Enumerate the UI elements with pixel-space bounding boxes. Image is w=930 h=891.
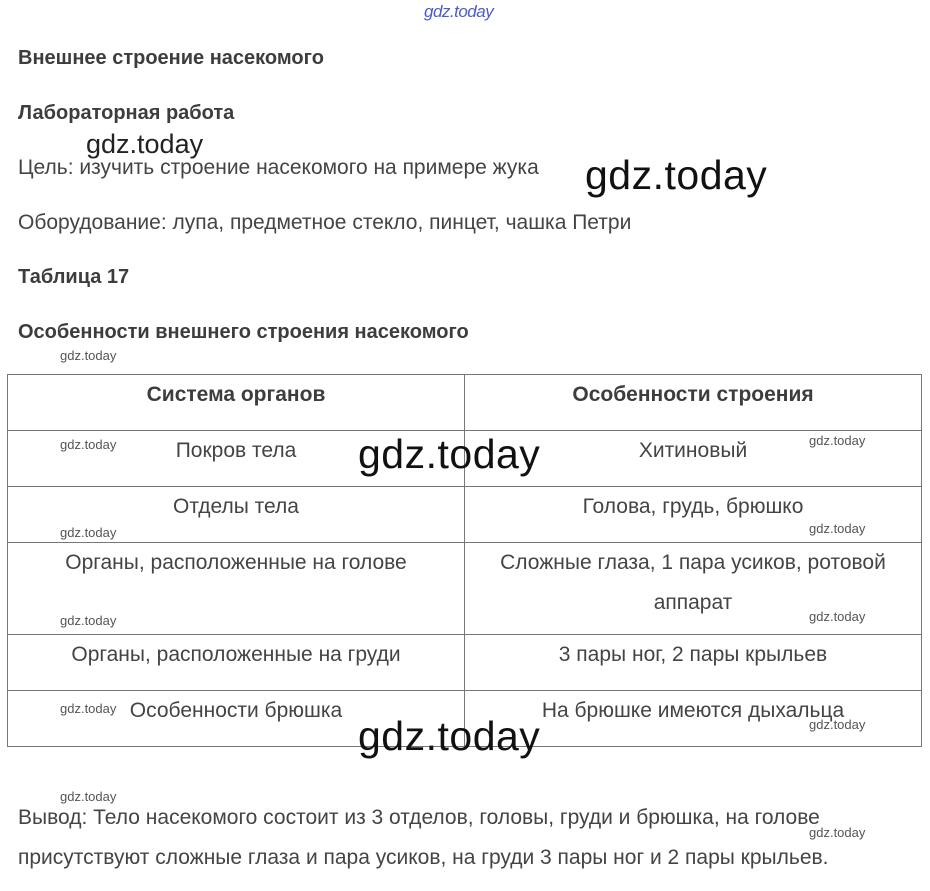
watermark-small: gdz.today (60, 613, 117, 628)
table-cell-system: Отделы тела (8, 487, 465, 543)
watermark-small: gdz.today (809, 521, 866, 536)
watermark-small: gdz.today (809, 717, 866, 732)
conclusion-line-1: Вывод: Тело насекомого состоит из 3 отделов, головы, груди и брюшка, на голове (18, 806, 820, 829)
table-title: Особенности внешнего строения насекомого (18, 321, 469, 343)
watermark-large: gdz.today (585, 152, 768, 198)
watermark-large: gdz.today (358, 431, 541, 477)
watermark-small: gdz.today (809, 609, 866, 624)
watermark-small: gdz.today (60, 348, 117, 363)
watermark-small: gdz.today (809, 433, 866, 448)
equipment-text: Оборудование: лупа, предметное стекло, пинцет, чашка Петри (18, 211, 632, 234)
table-cell-feature: Голова, грудь, брюшко (465, 487, 922, 543)
goal-text: Цель: изучить строение насекомого на примере жука (18, 156, 539, 179)
table-cell-system: Покров тела (8, 431, 465, 487)
page-title: Внешнее строение насекомого (18, 47, 324, 69)
table-cell-system: Особенности брюшка (8, 691, 465, 747)
table-cell-feature: Хитиновый (465, 431, 922, 487)
table-cell-feature: На брюшке имеются дыхальца (465, 691, 922, 747)
watermark-large: gdz.today (358, 713, 541, 759)
table-cell-feature: 3 пары ног, 2 пары крыльев (465, 635, 922, 691)
conclusion-line-2: присутствуют сложные глаза и пара усиков, на груди 3 пары ног и 2 пары крыльев. (18, 846, 829, 869)
watermark-small: gdz.today (60, 525, 117, 540)
watermark-top: gdz.today (424, 2, 494, 21)
lab-title: Лабораторная работа (18, 102, 235, 124)
watermark-mid: gdz.today (86, 129, 204, 159)
structure-table (7, 374, 922, 747)
watermark-small: gdz.today (60, 437, 117, 452)
table-header-row (8, 375, 922, 431)
table-cell-system: Органы, расположенные на голове (8, 543, 465, 635)
table-cell-feature: Сложные глаза, 1 пара усиков, ротовой аппарат (465, 543, 922, 635)
table-header-system: Система органов (8, 375, 465, 431)
watermark-small: gdz.today (809, 825, 866, 840)
table-header-feature: Особенности строения (465, 375, 922, 431)
watermark-small: gdz.today (60, 789, 117, 804)
table-row (8, 635, 922, 691)
table-cell-system: Органы, расположенные на груди (8, 635, 465, 691)
table-row (8, 487, 922, 543)
table-row (8, 543, 922, 635)
watermark-small: gdz.today (60, 701, 117, 716)
table-number: Таблица 17 (18, 266, 130, 288)
